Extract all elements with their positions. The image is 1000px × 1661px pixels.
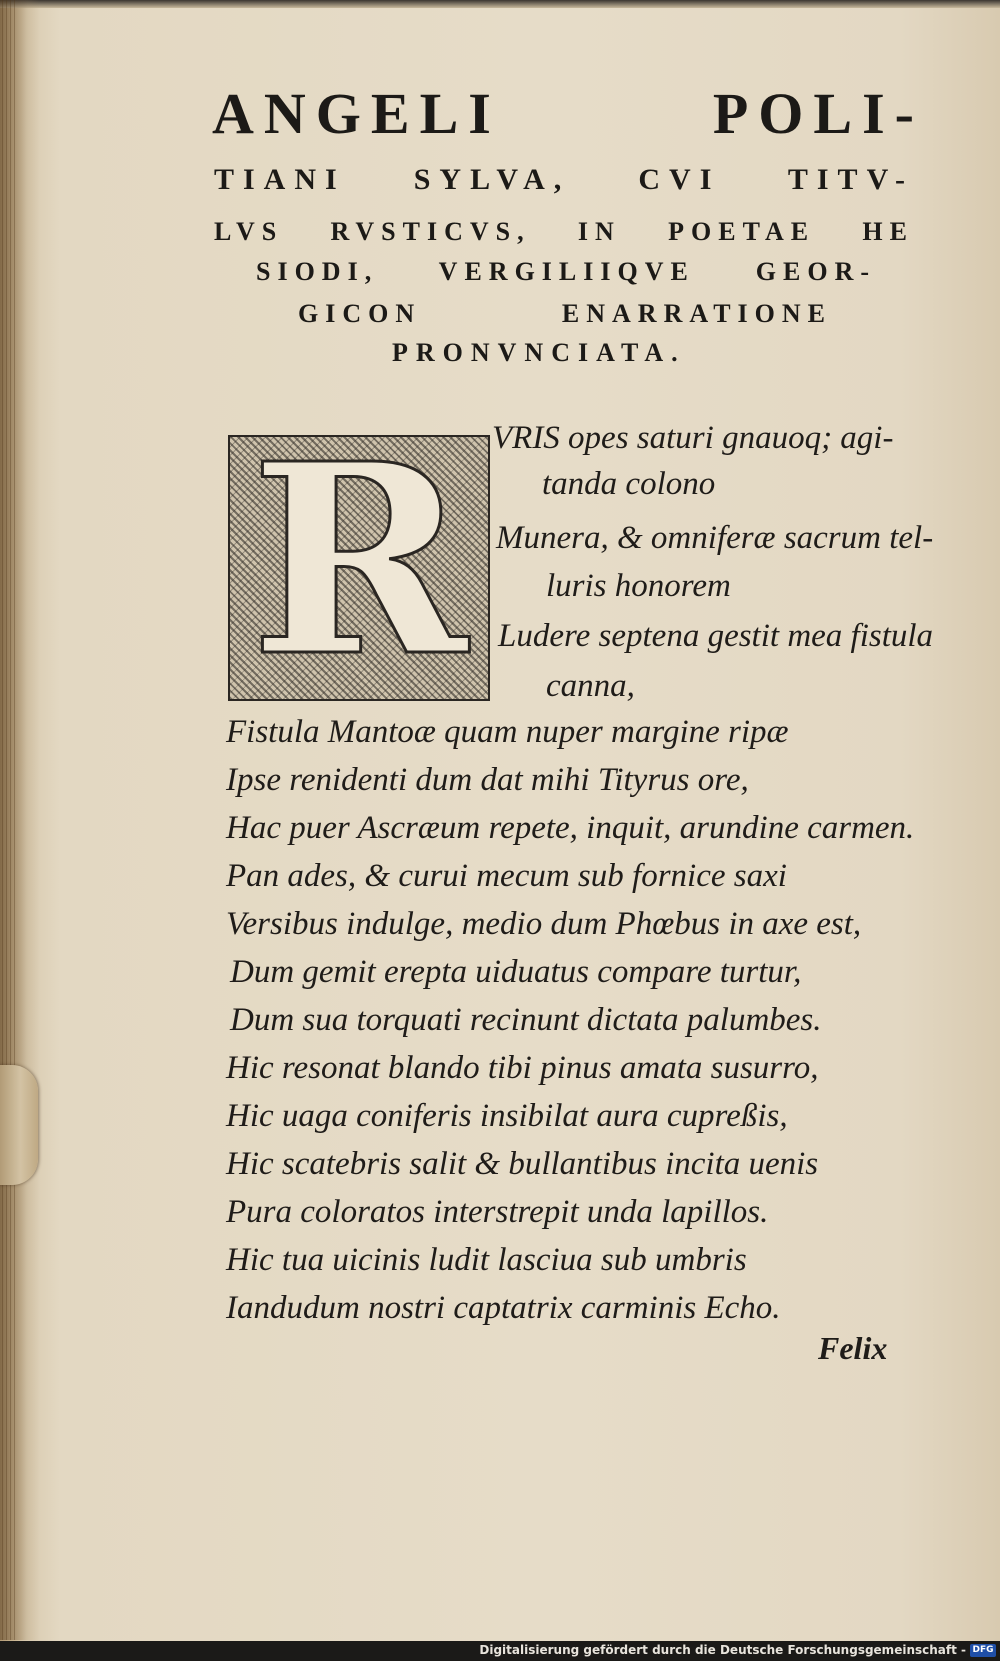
verse-line: Hac puer Ascræum repete, inquit, arundine carmen. [226,810,915,846]
verse-line: Pan ades, & curui mecum sub fornice saxi [226,858,787,894]
page-top-edge [0,0,1000,8]
title-line-2: TIANI SYLVA, CVI TITV- [214,163,914,196]
title-line-5: GICON ENARRATIONE [298,299,832,328]
verse-line: tanda colono [542,466,716,502]
title-line-6: PRONVNCIATA. [392,338,686,367]
page-edges [2,0,18,1640]
verse-line: Dum sua torquati recinunt dictata palumbes. [230,1002,822,1038]
title-line-3: LVS RVSTICVS, IN POETAE HE [214,217,914,246]
footer-credit: Digitalisierung gefördert durch die Deutsche Forschungsgemeinschaft - [479,1643,966,1657]
verse-line: Hic uaga coniferis insibilat aura cupreßis, [226,1098,788,1134]
verse-line: Versibus indulge, medio dum Phœbus in axe est, [226,906,862,942]
verse-line: Ludere septena gestit mea fistula [498,618,934,654]
title-line-4: SIODI, VERGILIIQVE GEOR- [256,257,876,286]
book-clasp [0,1065,38,1185]
verse-line: Munera, & omniferæ sacrum tel- [496,520,934,556]
verse-line: Hic scatebris salit & bullantibus incita uenis [226,1146,819,1182]
initial-letter: R [250,406,468,714]
dfg-logo-icon: DFG [970,1644,996,1657]
verse-line: Dum gemit erepta uiduatus compare turtur, [230,954,802,990]
decorated-initial [228,406,490,714]
catchword: Felix [818,1330,888,1366]
verse-line: Fistula Mantoæ quam nuper margine ripæ [226,714,789,750]
verse-line: luris honorem [546,568,731,604]
verse-line: VRIS opes saturi gnauoq; agi- [492,420,894,456]
verse-line: canna, [546,668,635,704]
verse-line: Hic resonat blando tibi pinus amata susurro, [226,1050,819,1086]
verse-line: Pura coloratos interstrepit unda lapillos. [226,1194,769,1230]
verse-line: Ipse renidenti dum dat mihi Tityrus ore, [226,762,749,798]
verse-line: Hic tua uicinis ludit lasciua sub umbris [226,1242,747,1278]
title-line-1: ANGELI POLI- [212,81,924,146]
verse-line: Iandudum nostri captatrix carminis Echo. [226,1290,781,1326]
